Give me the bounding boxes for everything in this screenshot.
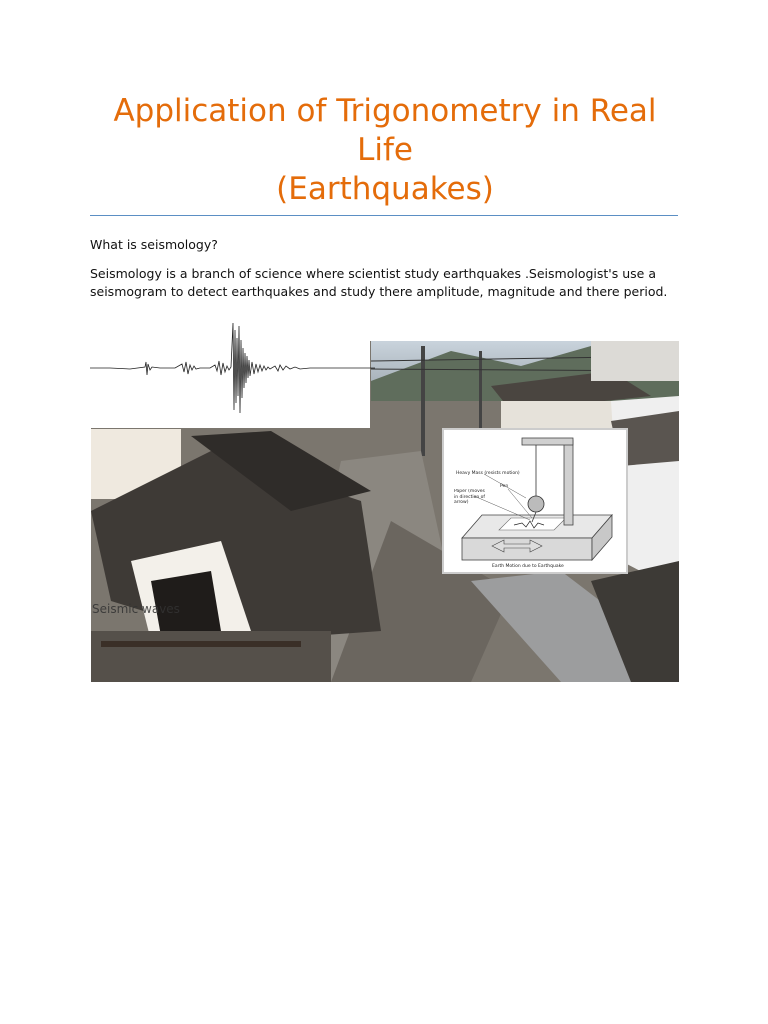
- diagram-label-paper: Paper (moves in direction of arrow): [454, 489, 486, 505]
- document-title: Application of Trigonometry in Real Life (Earthquakes): [113, 93, 657, 207]
- image-caption: Seismic waves: [92, 602, 180, 616]
- seismograph-illustration: [444, 430, 626, 572]
- diagram-label-motion: Earth Motion due to Earthquake: [492, 564, 564, 569]
- seismograph-diagram: [442, 428, 628, 574]
- seismogram-trace: [90, 318, 375, 418]
- title-divider: [90, 215, 678, 216]
- diagram-label-pen: Pen: [500, 484, 509, 489]
- diagram-label-mass: Heavy Mass (resists motion): [456, 471, 520, 476]
- section-question: What is seismology?: [90, 237, 218, 252]
- body-paragraph: Seismology is a branch of science where scientist study earthquakes .Seismologist's use a seismogram to detect earthquakes and study there amplitude, magnitude and there period.: [90, 266, 668, 299]
